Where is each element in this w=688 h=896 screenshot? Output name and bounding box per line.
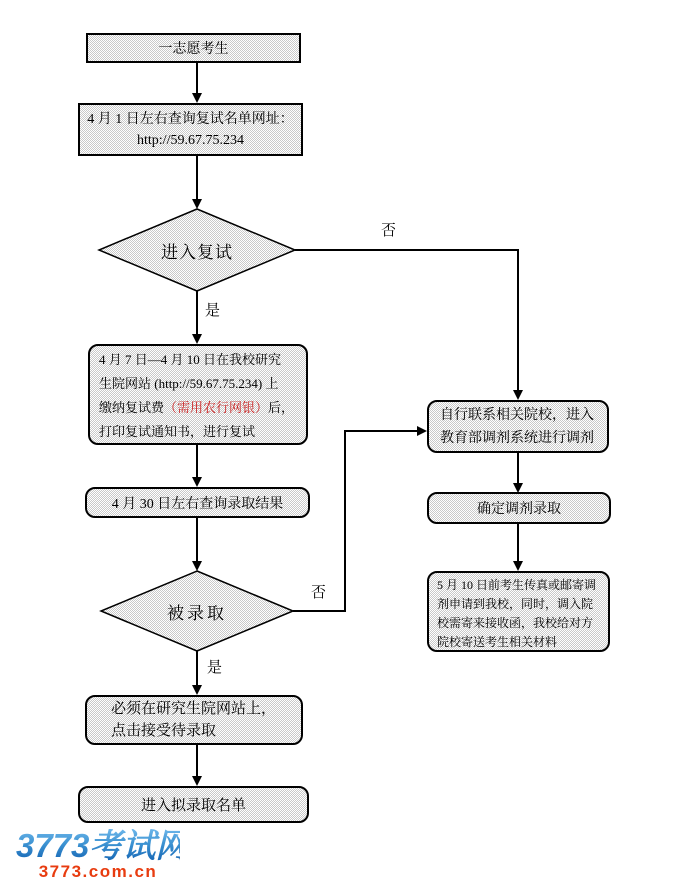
node-line [99, 396, 302, 420]
node-self-contact-transfer [427, 400, 609, 453]
node-line: 必须在研究生院网站上， [111, 701, 277, 717]
edge-label-admitted-no: 否 [311, 585, 327, 601]
arrowhead [417, 426, 427, 436]
node-line: 教育部调剂系统进行调剂 [440, 430, 594, 446]
node-line-segment: 缴纳复试费 [99, 400, 165, 415]
arrowhead [192, 477, 202, 487]
node-check-admission-result [85, 487, 310, 518]
arrowhead [192, 776, 202, 786]
node-line: 点击接受待录取 [111, 723, 217, 739]
node-line: 打印复试通知书，进行复试 [99, 424, 256, 439]
retest-list-url: http://59.67.75.234 [137, 132, 244, 148]
node-line: 4 月 1 日左右查询复试名单网址： [87, 111, 294, 127]
node-line: 生院网站 (http://59.67.75.234) 上 [99, 376, 279, 391]
arrowhead [192, 199, 202, 209]
decision-enter-retest-label: 进入复试 [161, 242, 233, 262]
site-logo-domain[interactable]: 3773.com.cn [38, 862, 158, 881]
arrowhead [513, 390, 523, 400]
node-label: 进入拟录取名单 [140, 798, 246, 814]
decision-admitted-label: 被录取 [167, 603, 227, 623]
site-logo[interactable] [16, 827, 189, 881]
arrowhead [192, 561, 202, 571]
connector-retest-no [295, 250, 518, 392]
node-confirm-transfer-admission [427, 492, 611, 524]
node-first-choice-candidates [86, 33, 301, 63]
node-line: 自行联系相关院校，进入 [440, 407, 594, 423]
arrowhead [192, 685, 202, 695]
node-pay-retest-fee [88, 344, 308, 445]
node-line: 4 月 7 日—4 月 10 日在我校研究 [99, 352, 282, 367]
connector-admitted-no [293, 431, 419, 611]
node-accept-offer [85, 695, 303, 745]
node-final-admission-list [78, 786, 309, 823]
arrowhead [192, 93, 202, 103]
edge-label-retest-no: 否 [381, 223, 397, 239]
node-line: 校需寄来接收函，我校给对方 [437, 616, 594, 630]
node-line: 院校寄送考生相关材料 [437, 635, 558, 649]
node-transfer-application [427, 571, 610, 652]
node-line: 剂申请到我校，同时，调入院 [437, 597, 594, 611]
node-label: 4 月 30 日左右查询录取结果 [111, 496, 284, 512]
edge-label-admitted-yes: 是 [207, 660, 223, 676]
arrowhead [513, 561, 523, 571]
node-line: 5 月 10 日前考生传真或邮寄调 [437, 578, 597, 592]
node-label: 确定调剂录取 [477, 502, 561, 517]
site-logo-title[interactable]: 3773考试网 [16, 827, 189, 864]
node-line-segment: 后， [268, 400, 295, 415]
arrowhead [192, 334, 202, 344]
highlight-bank-requirement: （需用农行网银） [164, 400, 269, 415]
edge-label-retest-yes: 是 [205, 303, 221, 319]
node-label: 一志愿考生 [158, 42, 229, 57]
node-check-retest-list [78, 103, 303, 156]
